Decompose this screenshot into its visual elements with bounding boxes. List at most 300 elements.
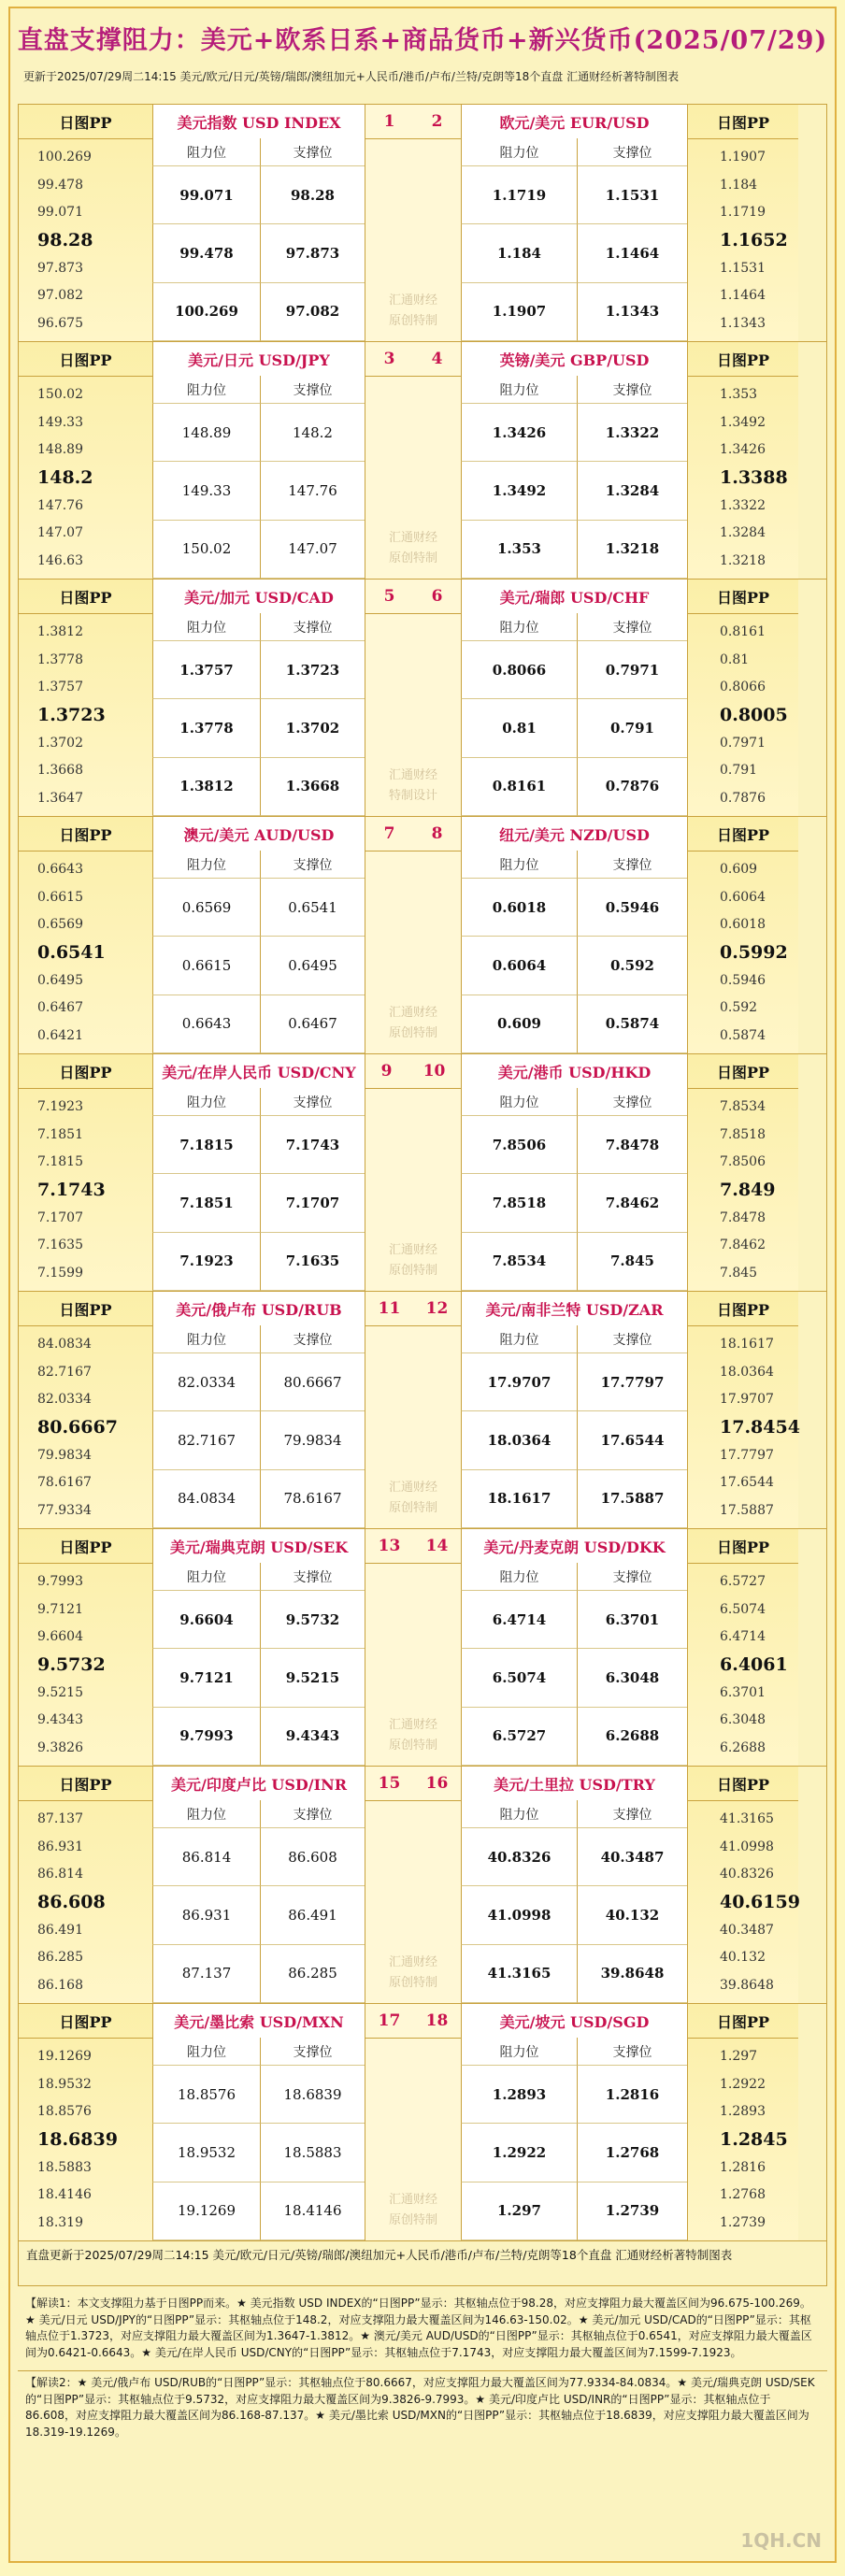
pivot-level-value: 1.3322	[720, 497, 766, 513]
pivot-column	[687, 105, 798, 341]
support-column	[260, 2038, 365, 2240]
pivot-header: 日图PP	[19, 1054, 152, 1089]
support-header: 支撑位	[577, 1800, 687, 1828]
pivot-level-value: 0.6615	[37, 889, 83, 905]
pair-number: 5	[383, 587, 395, 606]
support-column	[260, 1325, 365, 1528]
pivot-level-value: 86.491	[37, 1922, 83, 1938]
pivot-level-value: 0.6064	[720, 889, 766, 905]
resistance-header: 阻力位	[152, 1088, 260, 1116]
pivot-column	[687, 2004, 798, 2240]
support-value: 1.1531	[577, 166, 687, 224]
pivot-level-value: 1.184	[720, 177, 758, 193]
pair-block	[18, 1054, 827, 1292]
pivot-point-value: 7.849	[720, 1179, 776, 1200]
footer-update: 直盘更新于2025/07/29周二14:15 美元/欧元/日元/英镑/瑞郎/澳纽加元+人民币/港币/卢布/兰特/克朗等18个直盘 汇通财经析著特制图表	[18, 2241, 827, 2286]
pivot-level-value: 7.8478	[720, 1209, 766, 1225]
resistance-value: 0.6643	[152, 995, 260, 1053]
pivot-level-value: 7.8462	[720, 1238, 766, 1253]
support-column	[260, 851, 365, 1053]
pair-block	[18, 105, 827, 342]
watermark-text: 原创特制	[388, 1026, 437, 1040]
resistance-value: 40.8326	[461, 1828, 577, 1886]
pivot-level-value: 7.845	[720, 1266, 758, 1281]
pivot-level-value: 86.931	[37, 1839, 83, 1854]
block-number-column	[365, 2004, 461, 2240]
pivot-level-value: 7.1635	[37, 1238, 83, 1253]
pivot-header: 日图PP	[688, 1767, 798, 1801]
resistance-value: 1.2922	[461, 2124, 577, 2182]
block-number-column	[365, 817, 461, 1053]
pivot-column	[19, 1767, 152, 2003]
pivot-level-value: 147.76	[37, 497, 83, 513]
pivot-level-value: 1.1343	[720, 316, 766, 332]
pivot-level-value: 149.33	[37, 414, 83, 430]
pivot-level-value: 9.5215	[37, 1684, 83, 1700]
pivot-level-value: 1.3757	[37, 680, 83, 695]
resistance-value: 41.3165	[461, 1945, 577, 2003]
resistance-header: 阻力位	[152, 1325, 260, 1353]
pair-block	[18, 342, 827, 580]
pivot-column	[19, 105, 152, 341]
resistance-header: 阻力位	[152, 376, 260, 404]
resistance-column	[152, 1325, 260, 1528]
pivot-level-value: 146.63	[37, 553, 83, 569]
pivot-level-value: 0.5946	[720, 972, 766, 988]
pivot-level-value: 1.3778	[37, 651, 83, 667]
watermark-text: 汇通财经	[388, 2193, 437, 2207]
support-value: 9.5732	[260, 1591, 365, 1649]
support-value: 1.3322	[577, 404, 687, 462]
resistance-value: 82.7167	[152, 1411, 260, 1469]
resistance-value: 18.9532	[152, 2124, 260, 2182]
pivot-level-value: 6.4714	[720, 1629, 766, 1645]
support-header: 支撑位	[260, 613, 365, 641]
pivot-level-value: 150.02	[37, 386, 83, 402]
support-header: 支撑位	[577, 2038, 687, 2066]
watermark-text: 汇通财经	[388, 293, 437, 308]
resistance-column	[461, 2038, 577, 2240]
resistance-value: 86.931	[152, 1886, 260, 1944]
resistance-value: 0.6018	[461, 879, 577, 937]
support-header: 支撑位	[577, 376, 687, 404]
support-value: 0.6467	[260, 995, 365, 1053]
support-value: 97.873	[260, 224, 365, 282]
pivot-level-value: 17.5887	[720, 1503, 774, 1519]
resistance-value: 0.6569	[152, 879, 260, 937]
pivot-level-value: 0.81	[720, 651, 750, 667]
pair-number: 8	[431, 824, 443, 843]
pivot-level-value: 6.5727	[720, 1573, 766, 1589]
resistance-value: 149.33	[152, 462, 260, 520]
pivot-level-value: 17.6544	[720, 1475, 774, 1491]
pivot-column	[687, 817, 798, 1053]
resistance-header: 阻力位	[152, 851, 260, 879]
support-header: 支撑位	[577, 1088, 687, 1116]
pivot-header: 日图PP	[19, 342, 152, 377]
pivot-level-value: 0.6421	[37, 1028, 83, 1044]
pair-number: 2	[431, 112, 443, 131]
pivot-point-value: 0.8005	[720, 704, 788, 725]
pivot-level-value: 18.8576	[37, 2104, 92, 2120]
pair-number: 10	[422, 1062, 446, 1080]
support-value: 1.3218	[577, 521, 687, 579]
resistance-column	[461, 376, 577, 579]
pair-name: 美元/港币 USD/HKD	[461, 1054, 687, 1089]
resistance-value: 7.8518	[461, 1174, 577, 1232]
resistance-value: 9.6604	[152, 1591, 260, 1649]
page-subtitle: 更新于2025/07/29周二14:15 美元/欧元/日元/英镑/瑞郎/澳纽加元+人民币/港币/卢布/兰特/克朗等18个直盘 汇通财经析著特制图表	[23, 70, 680, 83]
pair-number: 11	[378, 1299, 401, 1318]
resistance-column	[152, 138, 260, 341]
watermark-text: 原创特制	[388, 1264, 437, 1278]
pivot-column	[687, 1292, 798, 1528]
pivot-point-value: 40.6159	[720, 1891, 800, 1912]
pivot-level-value: 7.1851	[37, 1126, 83, 1142]
pivot-header: 日图PP	[19, 580, 152, 614]
resistance-value: 6.4714	[461, 1591, 577, 1649]
pivot-level-value: 18.5883	[37, 2159, 92, 2175]
pivot-header: 日图PP	[688, 1529, 798, 1564]
support-value: 1.2739	[577, 2182, 687, 2240]
pivot-point-value: 1.1652	[720, 229, 788, 250]
pivot-level-value: 1.1531	[720, 260, 766, 276]
support-value: 1.3702	[260, 699, 365, 757]
resistance-value: 84.0834	[152, 1470, 260, 1528]
pivot-header: 日图PP	[19, 817, 152, 852]
block-number-column	[365, 342, 461, 579]
pivot-level-value: 7.8534	[720, 1098, 766, 1114]
pivot-header: 日图PP	[688, 105, 798, 139]
pair-name: 美元指数 USD INDEX	[152, 105, 365, 139]
resistance-header: 阻力位	[461, 138, 577, 166]
support-column	[577, 138, 687, 341]
resistance-value: 1.3492	[461, 462, 577, 520]
pivot-level-value: 7.1599	[37, 1266, 83, 1281]
support-value: 39.8648	[577, 1945, 687, 2003]
pivot-level-value: 0.6018	[720, 917, 766, 933]
support-header: 支撑位	[260, 1325, 365, 1353]
pivot-point-value: 7.1743	[37, 1179, 106, 1200]
pivot-column	[19, 580, 152, 816]
support-value: 86.608	[260, 1828, 365, 1886]
support-value: 1.2816	[577, 2066, 687, 2124]
support-column	[577, 1563, 687, 1766]
pivot-header: 日图PP	[688, 2004, 798, 2039]
support-value: 0.7876	[577, 758, 687, 816]
resistance-value: 150.02	[152, 521, 260, 579]
pivot-header: 日图PP	[688, 342, 798, 377]
support-value: 147.07	[260, 521, 365, 579]
pair-name: 美元/日元 USD/JPY	[152, 342, 365, 377]
support-column	[577, 1800, 687, 2003]
pivot-point-value: 1.2845	[720, 2128, 788, 2150]
pivot-level-value: 1.3426	[720, 442, 766, 458]
resistance-value: 87.137	[152, 1945, 260, 2003]
support-value: 1.1343	[577, 283, 687, 341]
pivot-level-value: 7.1707	[37, 1209, 83, 1225]
pivot-level-value: 18.9532	[37, 2076, 92, 2092]
pivot-level-value: 7.1815	[37, 1154, 83, 1170]
resistance-column	[461, 1088, 577, 1291]
pair-number: 13	[378, 1537, 401, 1555]
pivot-header: 日图PP	[19, 1767, 152, 1801]
pivot-level-value: 0.6643	[37, 861, 83, 877]
support-value: 40.132	[577, 1886, 687, 1944]
support-value: 0.6495	[260, 937, 365, 995]
support-value: 86.491	[260, 1886, 365, 1944]
pivot-level-value: 18.4146	[37, 2187, 92, 2203]
pair-number: 18	[425, 2011, 449, 2030]
support-value: 0.791	[577, 699, 687, 757]
resistance-value: 0.8161	[461, 758, 577, 816]
pivot-level-value: 86.168	[37, 1978, 83, 1994]
pivot-point-value: 80.6667	[37, 1416, 118, 1438]
page	[8, 7, 837, 2563]
pivot-level-value: 1.3668	[37, 763, 83, 779]
resistance-value: 0.8066	[461, 641, 577, 699]
pair-name: 美元/俄卢布 USD/RUB	[152, 1292, 365, 1326]
resistance-value: 7.1851	[152, 1174, 260, 1232]
resistance-column	[461, 851, 577, 1053]
note-2: 【解读2：★ 美元/俄卢布 USD/RUB的“日图PP”显示：其枢轴点位于80.6667，对应支撑阻力最大覆盖区间为77.9334-84.0834。★ 美元/瑞典克朗 USD/SEK的“日图PP”显示：其枢轴点位于9.5732，对应支撑阻力最大覆盖区间为9.3826-9.7993。★ 美元/印度卢比 USD/INR的“日图PP”显示：其枢轴点位于86.608，对应支撑阻力最大覆盖区间为86.168-87.137。★ 美元/墨比索 USD/MXN的“日图PP”显示：其枢轴点位于18.6839，对应支撑阻力最大覆盖区间为18.319-19.1269。	[18, 2370, 827, 2444]
resistance-value: 18.0364	[461, 1411, 577, 1469]
pair-number: 14	[425, 1537, 449, 1555]
resistance-header: 阻力位	[152, 1800, 260, 1828]
pivot-point-value: 18.6839	[37, 2128, 118, 2150]
pair-name: 美元/丹麦克朗 USD/DKK	[461, 1529, 687, 1564]
support-header: 支撑位	[260, 1088, 365, 1116]
pivot-level-value: 1.2768	[720, 2187, 766, 2203]
pivot-level-value: 1.353	[720, 386, 758, 402]
pivot-column	[687, 1054, 798, 1291]
support-value: 1.3723	[260, 641, 365, 699]
support-header: 支撑位	[577, 1563, 687, 1591]
pivot-point-value: 17.8454	[720, 1416, 800, 1438]
pivot-point-value: 1.3388	[720, 466, 788, 488]
resistance-header: 阻力位	[461, 613, 577, 641]
pivot-level-value: 9.7993	[37, 1573, 83, 1589]
pivot-level-value: 1.1464	[720, 288, 766, 304]
support-value: 9.4343	[260, 1708, 365, 1766]
pivot-column	[687, 342, 798, 579]
pivot-level-value: 9.4343	[37, 1712, 83, 1728]
support-column	[577, 851, 687, 1053]
resistance-value: 9.7993	[152, 1708, 260, 1766]
resistance-header: 阻力位	[461, 2038, 577, 2066]
pivot-column	[687, 580, 798, 816]
block-number-column	[365, 580, 461, 816]
pivot-level-value: 7.8506	[720, 1154, 766, 1170]
pair-block	[18, 2004, 827, 2241]
pair-number: 1	[383, 112, 395, 131]
support-value: 0.592	[577, 937, 687, 995]
block-number-column	[365, 1767, 461, 2003]
pair-number: 9	[380, 1062, 393, 1080]
watermark-text: 原创特制	[388, 1501, 437, 1515]
pair-number: 15	[378, 1774, 401, 1793]
pivot-column	[687, 1767, 798, 2003]
pivot-level-value: 82.7167	[37, 1364, 92, 1380]
resistance-value: 100.269	[152, 283, 260, 341]
pivot-level-value: 39.8648	[720, 1978, 774, 1994]
resistance-value: 9.7121	[152, 1649, 260, 1707]
pair-name: 英镑/美元 GBP/USD	[461, 342, 687, 377]
support-column	[260, 138, 365, 341]
support-column	[577, 613, 687, 816]
pivot-point-value: 148.2	[37, 466, 93, 488]
pivot-level-value: 0.609	[720, 861, 758, 877]
pivot-level-value: 1.3218	[720, 553, 766, 569]
pair-number: 6	[431, 587, 443, 606]
watermark-text: 原创特制	[388, 314, 437, 328]
pair-name: 纽元/美元 NZD/USD	[461, 817, 687, 852]
resistance-header: 阻力位	[152, 2038, 260, 2066]
pivot-point-value: 1.3723	[37, 704, 106, 725]
support-value: 0.5946	[577, 879, 687, 937]
resistance-value: 148.89	[152, 404, 260, 462]
watermark-text: 汇通财经	[388, 1481, 437, 1495]
pivot-level-value: 0.592	[720, 1000, 758, 1016]
pair-block	[18, 580, 827, 817]
support-header: 支撑位	[260, 376, 365, 404]
site-logo: 1QH.CN	[740, 2529, 822, 2552]
pivot-column	[19, 1292, 152, 1528]
pivot-level-value: 1.3284	[720, 525, 766, 541]
watermark-text: 原创特制	[388, 2213, 437, 2227]
pivot-level-value: 18.1617	[720, 1336, 774, 1352]
block-number-column	[365, 1054, 461, 1291]
pivot-level-value: 0.6495	[37, 972, 83, 988]
support-value: 147.76	[260, 462, 365, 520]
resistance-value: 18.8576	[152, 2066, 260, 2124]
resistance-header: 阻力位	[461, 1563, 577, 1591]
resistance-value: 6.5727	[461, 1708, 577, 1766]
resistance-header: 阻力位	[461, 376, 577, 404]
watermark-text: 汇通财经	[388, 531, 437, 545]
resistance-column	[461, 1325, 577, 1528]
pair-name: 美元/印度卢比 USD/INR	[152, 1767, 365, 1801]
support-value: 7.8478	[577, 1116, 687, 1174]
resistance-value: 82.0334	[152, 1353, 260, 1411]
pair-number: 3	[383, 350, 395, 368]
resistance-column	[461, 1800, 577, 2003]
watermark-text: 原创特制	[388, 1976, 437, 1990]
pivot-level-value: 96.675	[37, 316, 83, 332]
block-number-column	[365, 1292, 461, 1528]
support-value: 18.4146	[260, 2182, 365, 2240]
pivot-level-value: 18.319	[37, 2215, 83, 2231]
resistance-value: 0.81	[461, 699, 577, 757]
resistance-value: 1.3812	[152, 758, 260, 816]
support-value: 7.8462	[577, 1174, 687, 1232]
pivot-header: 日图PP	[19, 105, 152, 139]
pivot-level-value: 7.8518	[720, 1126, 766, 1142]
pivot-level-value: 1.2922	[720, 2076, 766, 2092]
resistance-header: 阻力位	[461, 1325, 577, 1353]
support-value: 17.5887	[577, 1470, 687, 1528]
pivot-point-value: 9.5732	[37, 1653, 106, 1675]
resistance-header: 阻力位	[461, 1800, 577, 1828]
pivot-column	[19, 817, 152, 1053]
pivot-level-value: 100.269	[37, 149, 92, 165]
pivot-level-value: 97.082	[37, 288, 83, 304]
resistance-column	[152, 376, 260, 579]
resistance-value: 7.1815	[152, 1116, 260, 1174]
pair-number: 4	[431, 350, 443, 368]
pivot-level-value: 1.1719	[720, 205, 766, 221]
resistance-column	[152, 1088, 260, 1291]
pivot-level-value: 97.873	[37, 260, 83, 276]
support-value: 18.6839	[260, 2066, 365, 2124]
pair-number: 16	[425, 1774, 449, 1793]
resistance-column	[152, 1800, 260, 2003]
resistance-value: 18.1617	[461, 1470, 577, 1528]
resistance-header: 阻力位	[152, 613, 260, 641]
resistance-value: 1.2893	[461, 2066, 577, 2124]
watermark-text: 汇通财经	[388, 1718, 437, 1732]
pivot-column	[19, 1529, 152, 1766]
pivot-point-value: 98.28	[37, 229, 93, 250]
pair-name: 美元/墨比索 USD/MXN	[152, 2004, 365, 2039]
support-column	[577, 1088, 687, 1291]
pair-number: 17	[378, 2011, 401, 2030]
pivot-level-value: 40.3487	[720, 1922, 774, 1938]
pivot-level-value: 9.7121	[37, 1601, 83, 1617]
pair-block	[18, 1292, 827, 1529]
pivot-level-value: 6.3701	[720, 1684, 766, 1700]
resistance-value: 19.1269	[152, 2182, 260, 2240]
pair-block	[18, 1767, 827, 2004]
pivot-level-value: 1.1907	[720, 149, 766, 165]
pivot-column	[687, 1529, 798, 1766]
resistance-value: 99.478	[152, 224, 260, 282]
pivot-level-value: 17.9707	[720, 1392, 774, 1408]
support-value: 0.5874	[577, 995, 687, 1053]
pivot-point-value: 0.5992	[720, 941, 788, 963]
pivot-level-value: 99.071	[37, 205, 83, 221]
resistance-value: 0.6064	[461, 937, 577, 995]
pivot-level-value: 1.3812	[37, 623, 83, 639]
pair-name: 澳元/美元 AUD/USD	[152, 817, 365, 852]
pivot-point-value: 6.4061	[720, 1653, 788, 1675]
support-header: 支撑位	[577, 1325, 687, 1353]
watermark-text: 汇通财经	[388, 768, 437, 782]
resistance-value: 1.297	[461, 2182, 577, 2240]
watermark-text: 原创特制	[388, 551, 437, 565]
pivot-point-value: 86.608	[37, 1891, 106, 1912]
pivot-level-value: 7.1923	[37, 1098, 83, 1114]
pair-name: 美元/加元 USD/CAD	[152, 580, 365, 614]
pivot-level-value: 77.9334	[37, 1503, 92, 1519]
support-header: 支撑位	[577, 138, 687, 166]
pivot-level-value: 86.814	[37, 1867, 83, 1882]
pivot-level-value: 79.9834	[37, 1447, 92, 1463]
resistance-value: 1.1719	[461, 166, 577, 224]
page-title: 直盘支撑阻力：美元+欧系日系+商品货币+新兴货币(2025/07/29)	[17, 25, 828, 55]
pivot-level-value: 1.297	[720, 2048, 758, 2064]
support-header: 支撑位	[260, 138, 365, 166]
support-value: 86.285	[260, 1945, 365, 2003]
pivot-level-value: 0.791	[720, 763, 758, 779]
resistance-value: 41.0998	[461, 1886, 577, 1944]
pair-name: 美元/南非兰特 USD/ZAR	[461, 1292, 687, 1326]
pair-name: 美元/瑞典克朗 USD/SEK	[152, 1529, 365, 1564]
pivot-level-value: 147.07	[37, 525, 83, 541]
support-value: 9.5215	[260, 1649, 365, 1707]
support-value: 1.2768	[577, 2124, 687, 2182]
support-value: 1.1464	[577, 224, 687, 282]
